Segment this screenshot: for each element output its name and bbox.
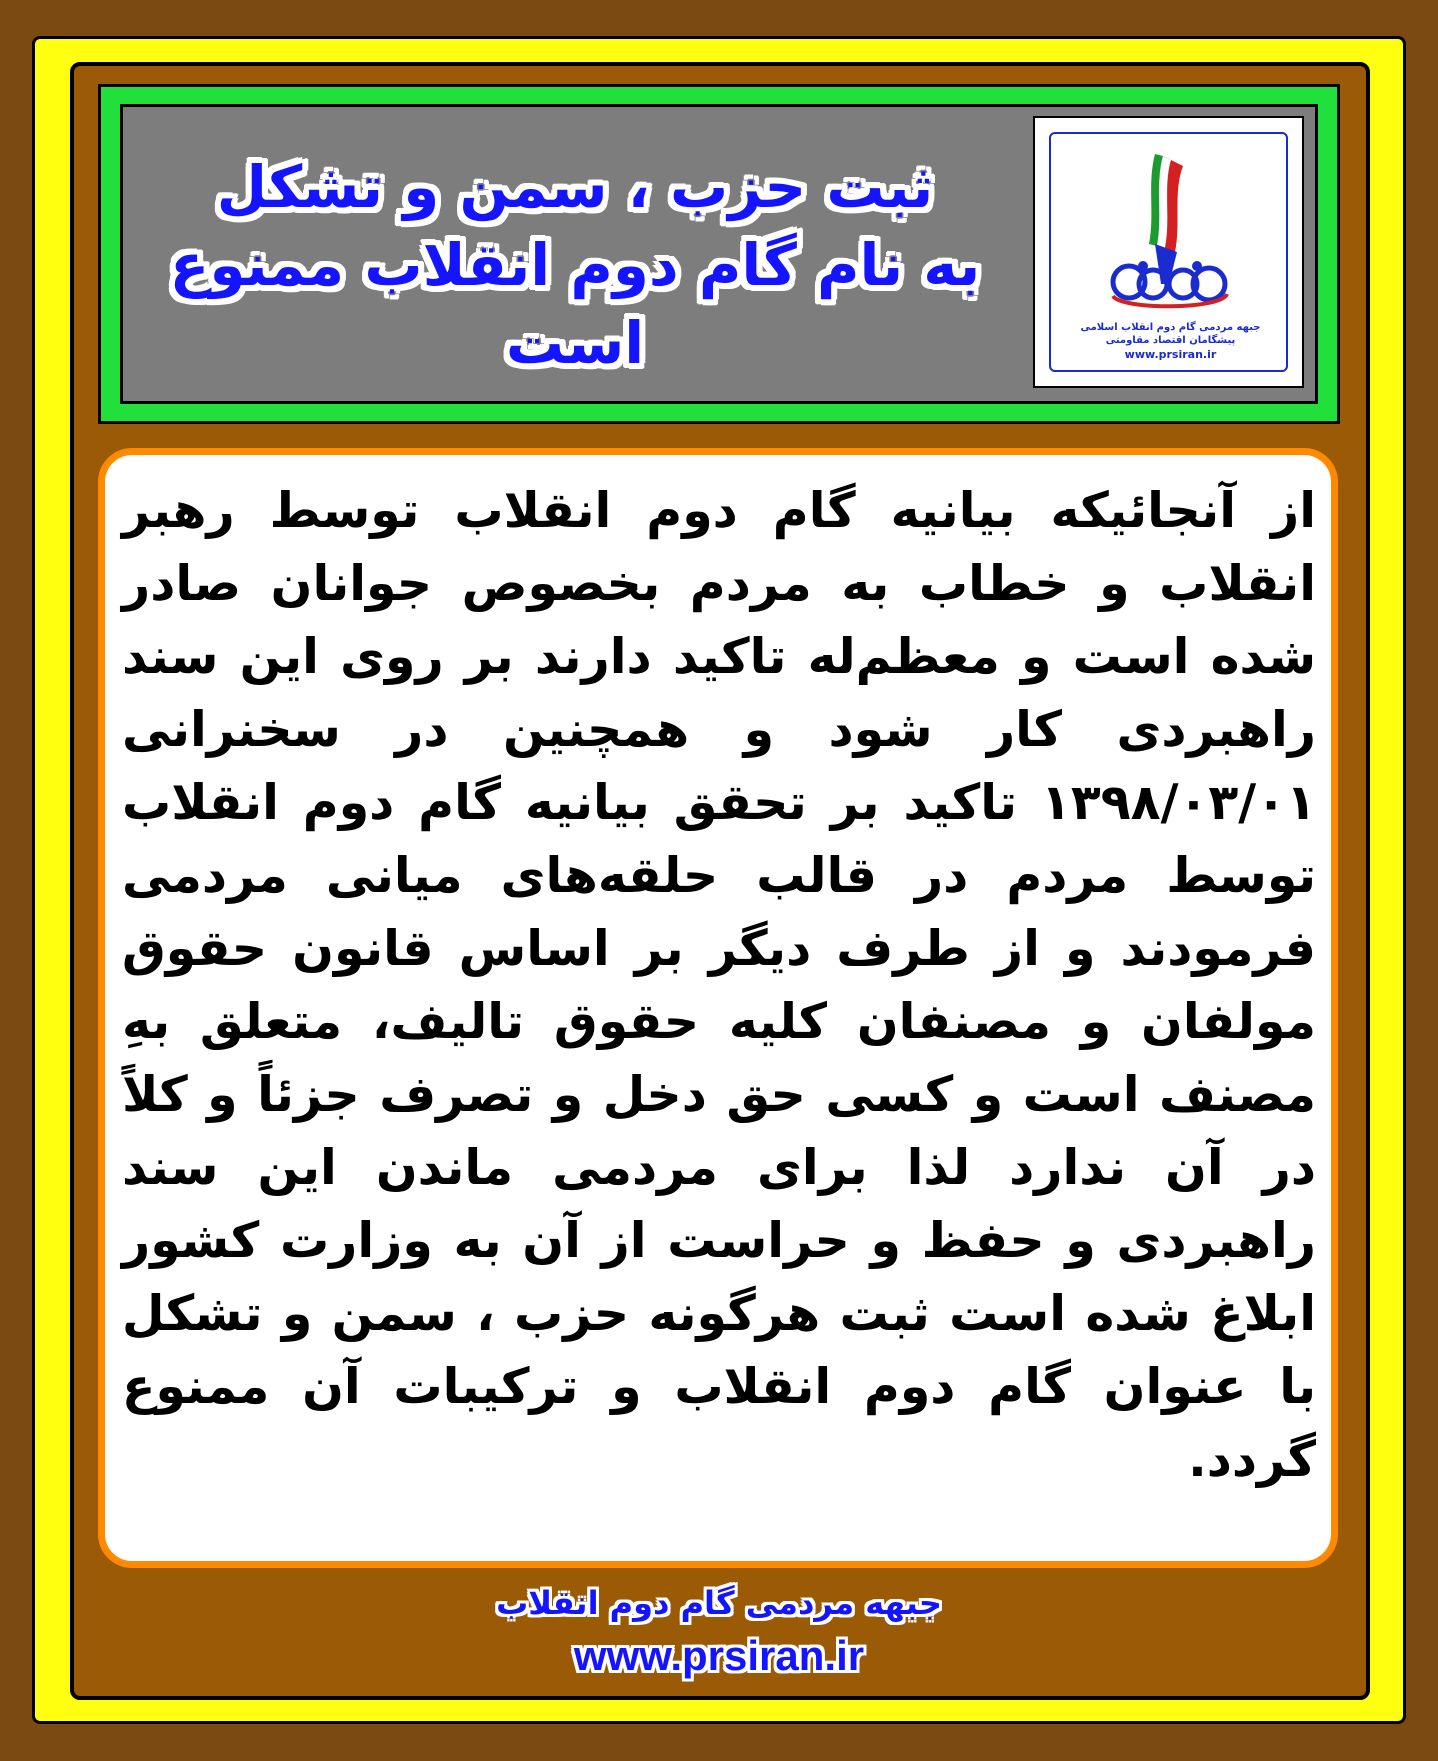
page-title xyxy=(130,148,1020,382)
logo-url: www.prsiran.ir xyxy=(1124,348,1217,361)
title-line-1: ثبت حزب ، سمن و تشکل xyxy=(216,153,934,221)
logo-caption-1: جبهه مردمی گام دوم انقلاب اسلامی xyxy=(1080,322,1261,333)
footer-url: www.prsiran.ir xyxy=(573,1632,865,1679)
logo xyxy=(1033,116,1304,388)
announcement-text: از آنجائیکه بیانیه گام دوم انقلاب توسط رهبر انقلاب و خطاب به مردم بخصوص جوانان صادر شده است و معظم‌له تاکید دارند بر روی این سند راهبردی کار شود و همچنین در سخنرانی ۱۳۹۸/۰۳/۰۱ تاکید بر تحقق بیانیه گام دوم انقلاب توسط مردم در قالب حلقه‌های میانی مردمی فرمودند و از طرف دیگر بر اساس قانون حقوق مولفان و مصنفان کلیه حقوق تالیف، متعلق بهِ مصنف است و کسی حق دخل و تصرف جزئاً و کلاً در آن ندارد لذا برای مردمی ماندن این سند راهبردی و حفظ و حراست از آن به وزارت کشور ابلاغ شده است ثبت هرگونه حزب ، سمن و تشکل با عنوان گام دوم انقلاب و ترکیبات آن ممنوع گردد. xyxy=(122,482,1316,1488)
footer-organization: جبهه مردمی گام دوم انقلاب xyxy=(496,1584,942,1622)
logo-caption-2: پیشگامان اقتصاد مقاومتی xyxy=(1105,335,1236,346)
title-line-2: به نام گام دوم انقلاب ممنوع است xyxy=(169,231,981,377)
logo-frame xyxy=(1049,132,1288,372)
